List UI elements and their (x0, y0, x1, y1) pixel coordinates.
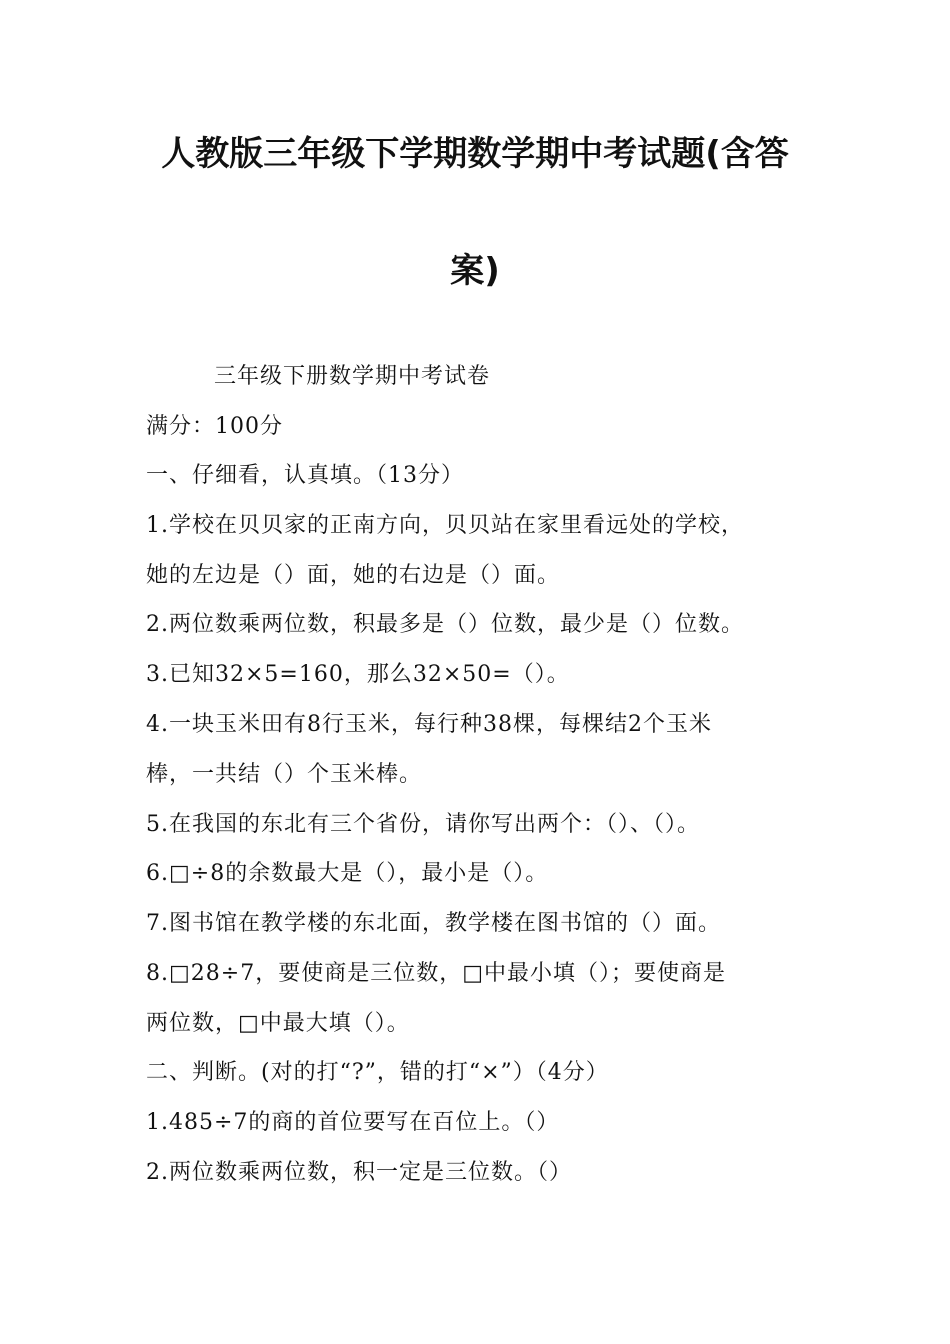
question-8-line-1: 8.□28÷7，要使商是三位数，□中最小填（）；要使商是 (146, 961, 726, 986)
question-1-line-2: 她的左边是（）面，她的右边是（）面。 (146, 563, 561, 588)
question-8-line-2: 两位数，□中最大填（）。 (146, 1011, 410, 1036)
question-2: 2.两位数乘两位数，积最多是（）位数，最少是（）位数。 (146, 612, 744, 637)
full-score: 满分：100分 (146, 414, 283, 439)
question-6: 6.□÷8的余数最大是（），最小是（）。 (146, 861, 549, 886)
judge-question-2: 2.两位数乘两位数，积一定是三位数。（） (146, 1160, 572, 1185)
judge-question-1: 1.485÷7的商的首位要写在百位上。（） (146, 1110, 560, 1135)
question-7: 7.图书馆在教学楼的东北面，教学楼在图书馆的（）面。 (146, 911, 721, 936)
exam-subtitle: 三年级下册数学期中考试卷 (214, 364, 491, 389)
section-2-heading: 二、判断。(对的打“?”，错的打“×”）（4分） (146, 1060, 609, 1085)
question-4-line-1: 4.一块玉米田有8行玉米，每行种38棵，每棵结2个玉米 (146, 712, 712, 737)
document-title-line-1: 人教版三年级下学期数学期中考试题(含答 (161, 134, 789, 174)
question-5: 5.在我国的东北有三个省份，请你写出两个：（）、（）。 (146, 812, 700, 837)
question-4-line-2: 棒，一共结（）个玉米棒。 (146, 762, 423, 787)
document-title-line-2: 案) (450, 251, 500, 291)
question-1-line-1: 1.学校在贝贝家的正南方向，贝贝站在家里看远处的学校， (146, 513, 744, 538)
section-1-heading: 一、仔细看，认真填。（13分） (146, 463, 464, 488)
question-3: 3.已知32×5=160，那么32×50=（）。 (146, 662, 570, 687)
